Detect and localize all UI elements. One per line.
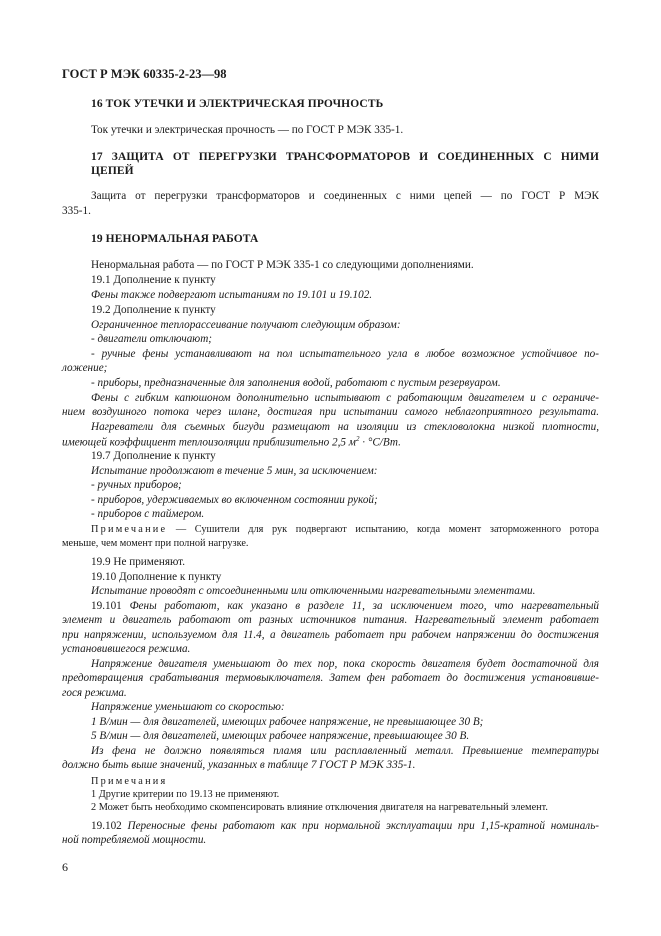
notes-heading: Примечания <box>91 776 168 787</box>
paragraph-line: ной потребляемой мощности. <box>62 834 207 846</box>
paragraph-line: Напряжение уменьшают со скоростью: <box>91 701 285 713</box>
paragraph-line: установившегося режима. <box>62 643 191 655</box>
paragraph-line: Ненормальная работа — по ГОСТ Р МЭК 335-1 со следующими дополнениями. <box>91 259 474 271</box>
list-item: - ручные фены устанавливают на пол испытательного угла в любое возможное устойчивое по- <box>91 348 599 360</box>
paragraph-line <box>62 435 401 449</box>
section-17-text-line2: 335-1. <box>62 205 91 217</box>
note-label: Примечание <box>91 524 168 535</box>
list-item-cont: ложение; <box>62 362 108 374</box>
text-run: имеющей коэффициент теплоизоляции приблизительно 2,5 м <box>62 436 356 449</box>
note-item: 1 Другие критерии по 19.13 не применяют. <box>91 789 280 800</box>
paragraph-line: 1 В/мин — для двигателей, имеющих рабочее напряжение, не превышающее 30 В; <box>91 716 484 728</box>
paragraph-line: Напряжение двигателя уменьшают до тех пор, пока скорость двигателя будет достаточной для <box>91 658 599 670</box>
paragraph-line: Нагреватели для съемных бигуди размещают на изоляции из стекловолокна низкой плотности, <box>91 421 599 433</box>
paragraph-line: должно быть выше значений, указанных в таблице 7 ГОСТ Р МЭК 335-1. <box>62 759 416 771</box>
paragraph-line: Фены также подвергают испытаниям по 19.101 и 19.102. <box>91 289 373 301</box>
clause-19-10: 19.10 Дополнение к пункту <box>91 571 222 583</box>
clause-19-102 <box>91 820 599 832</box>
paragraph-line: гося режима. <box>62 687 127 699</box>
clause-19-7: 19.7 Дополнение к пункту <box>91 450 216 462</box>
text-run: · °С/Вт. <box>359 436 401 449</box>
paragraph-line: Из фена не должно появляться пламя или расплавленный металл. Превышение температуры <box>91 745 599 757</box>
paragraph-line: предотвращения срабатывания термовыключателя. Затем фен работает до достижения установивше- <box>62 672 599 684</box>
paragraph-line: нием воздушного потока через шланг, достигая при испытании самого неблагоприятного результата. <box>62 406 599 418</box>
clause-number: 19.102 <box>91 820 128 832</box>
clause-19-9: 19.9 Не применяют. <box>91 556 186 568</box>
note-line: меньше, чем момент при полной нагрузке. <box>62 538 249 549</box>
list-item: - ручных приборов; <box>91 479 182 491</box>
list-item: - двигатели отключают; <box>91 333 212 345</box>
section-19-title: 19 НЕНОРМАЛЬНАЯ РАБОТА <box>91 233 259 245</box>
paragraph-line: 5 В/мин — для двигателей, имеющих рабочее напряжение, превышающее 30 В. <box>91 730 470 742</box>
superscript: 2 <box>355 435 360 443</box>
paragraph-line: Испытание продолжают в течение 5 мин, за исключением: <box>91 465 378 477</box>
list-item: - приборов с таймером. <box>91 508 205 520</box>
section-17-title-line2: ЦЕПЕЙ <box>91 165 134 177</box>
paragraph-line: Фены с гибким капюшоном дополнительно испытывают с работающим двигателем и с ограниче- <box>91 392 599 404</box>
list-item: - приборов, удерживаемых во включенном состоянии рукой; <box>91 494 378 506</box>
page-number: 6 <box>62 860 68 874</box>
clause-text: Переносные фены работают как при нормальной эксплуатации при 1,15-кратной номиналь- <box>127 820 600 832</box>
note-item: 2 Может быть необходимо скомпенсировать влияние отключения двигателя на нагревательный элемент. <box>91 802 548 813</box>
paragraph-line: при напряжении, используемом для 11.4, а двигатель работает при рабочем напряжении до достижения <box>62 629 599 641</box>
paragraph-line: Испытание проводят с отсоединенными или отключенными нагревательными элементами. <box>91 585 536 597</box>
clause-text: Фены работают, как указано в разделе 11, за исключением того, что нагревательный <box>129 600 600 612</box>
clause-number: 19.101 <box>91 600 130 612</box>
paragraph-line: Ограниченное теплорассеивание получают следующим образом: <box>91 319 401 331</box>
section-17-title-line1: 17 ЗАЩИТА ОТ ПЕРЕГРУЗКИ ТРАНСФОРМАТОРОВ И СОЕДИНЕННЫХ С НИМИ <box>91 151 599 163</box>
document-header: ГОСТ Р МЭК 60335-2-23—98 <box>62 67 227 81</box>
clause-19-1: 19.1 Дополнение к пункту <box>91 274 216 286</box>
paragraph-line: элемент и двигатель работают от разных источников питания. Нагревательный элемент работает <box>62 614 599 626</box>
clause-19-2: 19.2 Дополнение к пункту <box>91 304 216 316</box>
clause-19-101 <box>91 600 599 612</box>
section-16-text: Ток утечки и электрическая прочность — по ГОСТ Р МЭК 335-1. <box>91 124 404 136</box>
section-17-text-line1: Защита от перегрузки трансформаторов и соединенных с ними цепей — по ГОСТ Р МЭК <box>91 190 599 202</box>
note-text: — Сушители для рук подвергают испытанию, когда момент заторможенного ротора <box>167 524 599 535</box>
section-16-title: 16 ТОК УТЕЧКИ И ЭЛЕКТРИЧЕСКАЯ ПРОЧНОСТЬ <box>91 98 384 110</box>
list-item: - приборы, предназначенные для заполнения водой, работают с пустым резервуаром. <box>91 377 501 389</box>
note-line <box>91 524 599 535</box>
